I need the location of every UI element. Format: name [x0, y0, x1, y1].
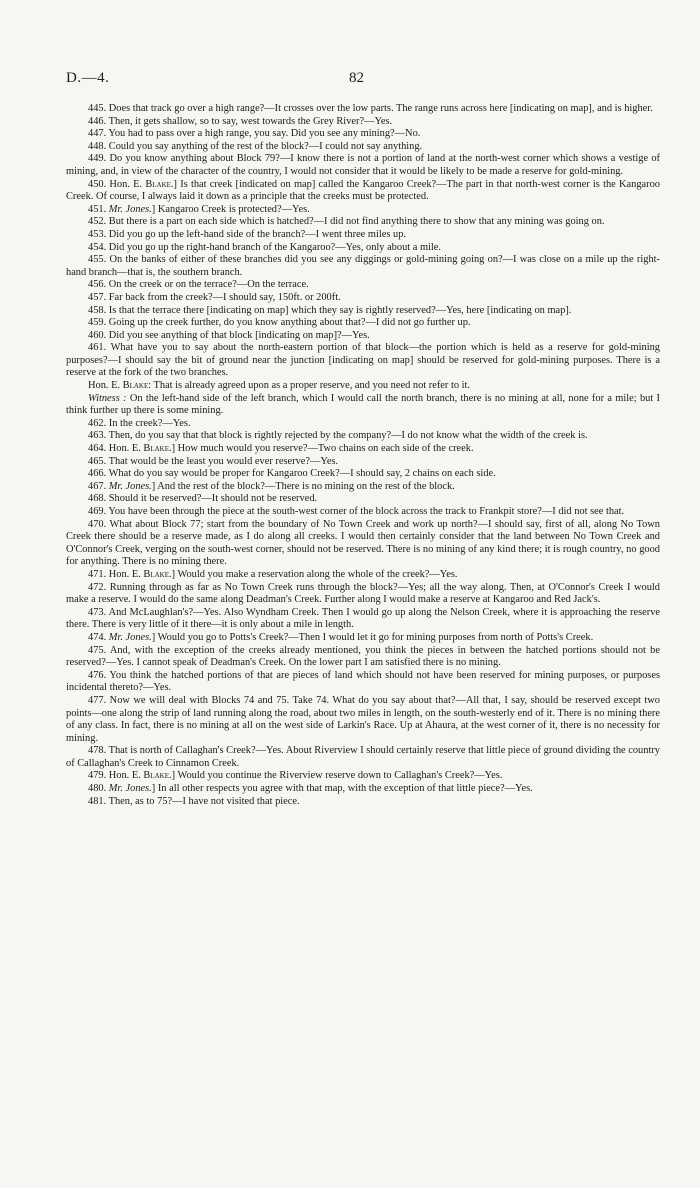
testimony-paragraph	[66, 330, 660, 343]
testimony-paragraph	[66, 128, 660, 141]
paragraph-text: ] Kangaroo Creek is protected?—Yes.	[151, 203, 310, 215]
paragraph-text: ] How much would you reserve?—Two chains on each side of the creek.	[171, 443, 474, 455]
question-number: 480.	[88, 783, 109, 795]
testimony-paragraph	[66, 745, 660, 770]
testimony-paragraph	[66, 116, 660, 129]
page-number: 82	[349, 70, 364, 86]
paragraph-text: 469. You have been through the piece at the south-west corner of the block across the track to Frankpit store?—I did not see that.	[88, 506, 625, 517]
paragraph-text: 453. Did you go up the left-hand side of the branch?—I went three miles up.	[88, 228, 406, 240]
paragraph-text: ] Is that creek [indicated on map] called the Kangaroo Creek?—The part in that north-west corner is the Kangaroo Creek. Of course, I always laid it down as a principle that the creeks must be protected.	[66, 178, 660, 203]
page-header	[66, 70, 660, 92]
testimony-paragraph	[66, 279, 660, 292]
testimony-paragraph	[66, 153, 660, 178]
paragraph-text: ] Would you go to Potts's Creek?—Then I would let it go for mining purposes from north of Potts's Creek.	[151, 631, 594, 643]
testimony-paragraph	[66, 569, 660, 582]
paragraph-text: 468. Should it be reserved?—It should not be reserved.	[88, 493, 318, 505]
document-reference: D.—4.	[66, 70, 110, 86]
paragraph-text: 475. And, with the exception of the creeks already mentioned, you think the pieces in between the hatched portions should not be reserved?—Yes. I cannot speak of Deadman's Creek. On the lower part I am satisfied there is no mining.	[66, 644, 660, 669]
speaker-name: E. Blake	[111, 380, 149, 392]
testimony-paragraph	[66, 242, 660, 255]
speaker-name: Mr. Jones.	[108, 203, 152, 215]
paragraph-text: 454. Did you go up the right-hand branch of the Kangaroo?—Yes, only about a mile.	[88, 241, 442, 253]
paragraph-text: 481. Then, as to 75?—I have not visited that piece.	[88, 795, 300, 807]
question-number: 467.	[88, 480, 109, 492]
speaker-name: E. Blake.	[131, 568, 172, 580]
paragraph-text: On the left-hand side of the left branch, which I would call the north branch, there is no mining at all, none for a mile; but I think further up there is some mining.	[66, 392, 661, 417]
testimony-paragraph	[66, 456, 660, 469]
speaker-name: Witness :	[88, 392, 127, 404]
testimony-paragraph	[66, 292, 660, 305]
paragraph-text: 477. Now we will deal with Blocks 74 and 75. Take 74. What do you say about that?—All that, I say, should be reserved except two points—one along the strip of land running along the road, about two miles in length, on the south-westerly end of it. There is no mining there of any class. In fact, there is no mining at all on the west side of Larkin's Race. Up at Ahaura, at the west corner of it, there is no necessity for mining.	[66, 694, 660, 744]
paragraph-text: 452. But there is a part on each side which is hatched?—I did not find anything there to show that any mining was going on.	[88, 216, 605, 228]
testimony-paragraph	[66, 141, 660, 154]
paragraph-text: 446. Then, it gets shallow, so to say, west towards the Grey River?—Yes.	[88, 115, 393, 127]
testimony-paragraph	[66, 783, 660, 796]
testimony-paragraph	[66, 229, 660, 242]
paragraph-text: ] Would you make a reservation along the whole of the creek?—Yes.	[171, 568, 458, 580]
paragraph-text: 473. And McLaughlan's?—Yes. Also Wyndham Creek. Then I would go up along the Nelson Creek, where it is approaching the reserve there. There is very little of it there—it is only about a mile in length.	[66, 606, 660, 631]
paragraph-text: 445. Does that track go over a high range?—It crosses over the low parts. The range runs across here [indicating on map], and is higher.	[88, 103, 653, 114]
question-number: 464. Hon.	[88, 443, 132, 455]
testimony-paragraph	[66, 670, 660, 695]
paragraph-text: 449. Do you know anything about Block 79?—I know there is not a portion of land at the north-west corner which shows a vestige of mining, and, in view of the character of the country, I would not consider that it would be likely to be made a reserve for gold-mining.	[66, 153, 660, 177]
testimony-paragraph	[66, 506, 660, 519]
testimony-paragraph	[66, 179, 660, 204]
paragraph-text: 461. What have you to say about the north-eastern portion of that block—the portion which is held as a reserve for gold-mining purposes?—I should say the bit of ground near the junction [indicating on map] should be reserved for gold-mining purposes. There is a reserve at the fork of the two branches.	[66, 342, 660, 379]
question-number: Hon.	[88, 380, 112, 392]
paragraph-text: 465. That would be the least you would ever reserve?—Yes.	[88, 455, 339, 467]
testimony-paragraph	[66, 254, 660, 279]
paragraph-text: 456. On the creek or on the terrace?—On the terrace.	[88, 279, 309, 291]
paragraph-text: 458. Is that the terrace there [indicating on map] which they say is rightly reserved?—Yes, here [indicating on map].	[88, 304, 572, 316]
testimony-paragraph	[66, 645, 660, 670]
paragraph-text: 463. Then, do you say that that block is rightly rejected by the company?—I do not know what the width of the creek is.	[88, 430, 588, 442]
paragraph-text: 470. What about Block 77; start from the boundary of No Town Creek and work up north?—I should say, first of all, along No Town Creek there should be a reserve made, as I do along all creeks. I would then certainly consider that the land between No Town Creek and O'Connor's Creek, verging on the south-west corner, should not be reserved. There is no mining of any kind there; it is rough country, no good for anything. There is no mining there.	[66, 518, 660, 568]
testimony-paragraph	[66, 481, 660, 494]
testimony-paragraph	[66, 796, 660, 809]
paragraph-text: ] And the rest of the block?—There is no mining on the rest of the block.	[151, 480, 455, 492]
paragraph-text: 457. Far back from the creek?—I should say, 150ft. or 200ft.	[88, 291, 341, 303]
paragraph-text: : That is already agreed upon as a proper reserve, and you need not refer to it.	[148, 380, 471, 392]
question-number: 479. Hon.	[88, 770, 132, 782]
speaker-name: E. Blake.	[131, 443, 172, 455]
paragraph-text: 455. On the banks of either of these branches did you see any diggings or gold-mining going on?—I was close on a mile up the right-hand branch—that is, the southern branch.	[66, 254, 660, 278]
speaker-name: E. Blake.	[131, 770, 172, 782]
paragraph-text: 459. Going up the creek further, do you know anything about that?—I did not go further up.	[88, 317, 471, 329]
speaker-name: E. Blake.	[133, 178, 174, 190]
testimony-paragraph	[66, 103, 660, 116]
testimony-paragraph	[66, 770, 660, 783]
paragraph-text: 460. Did you see anything of that block [indicating on map]?—Yes.	[88, 329, 370, 341]
testimony-paragraph	[66, 519, 660, 569]
testimony-paragraph	[66, 430, 660, 443]
testimony-paragraph	[66, 204, 660, 217]
testimony-paragraph	[66, 582, 660, 607]
paragraph-text: 476. You think the hatched portions of that are pieces of land which should not have been reserved for mining purposes, or purposes incidental thereto?—Yes.	[66, 669, 660, 694]
testimony-paragraph	[66, 695, 660, 745]
testimony-paragraph	[66, 380, 660, 393]
testimony-paragraph	[66, 393, 660, 418]
paragraph-text: 478. That is north of Callaghan's Creek?—Yes. About Riverview I should certainly reserve that little piece of ground dividing the country of Callaghan's Creek to Cinnamon Creek.	[66, 745, 660, 769]
speaker-name: Mr. Jones.	[108, 480, 152, 492]
question-number: 474.	[88, 631, 109, 643]
testimony-paragraph	[66, 607, 660, 632]
document-body	[66, 103, 660, 808]
paragraph-text: 462. In the creek?—Yes.	[88, 417, 191, 429]
paragraph-text: 466. What do you say would be proper for Kangaroo Creek?—I should say, 2 chains on each side.	[88, 468, 496, 480]
testimony-paragraph	[66, 216, 660, 229]
testimony-paragraph	[66, 632, 660, 645]
paragraph-text: 472. Running through as far as No Town Creek runs through the block?—Yes; all the way along. Then, at O'Connor's Creek I would make a reserve. I would do the same along Deadman's Creek. Further along I would make a reserve at Kangaroo and Red Jack's.	[66, 581, 660, 606]
question-number: 451.	[88, 203, 109, 215]
testimony-paragraph	[66, 418, 660, 431]
speaker-name: Mr. Jones.	[108, 783, 152, 795]
speaker-name: Mr. Jones.	[108, 631, 152, 643]
paragraph-text: ] Would you continue the Riverview reserve down to Callaghan's Creek?—Yes.	[171, 770, 503, 782]
testimony-paragraph	[66, 493, 660, 506]
testimony-paragraph	[66, 443, 660, 456]
testimony-paragraph	[66, 317, 660, 330]
testimony-paragraph	[66, 342, 660, 380]
testimony-paragraph	[66, 468, 660, 481]
testimony-paragraph	[66, 305, 660, 318]
paragraph-text: 448. Could you say anything of the rest of the block?—I could not say anything.	[88, 140, 423, 152]
paragraph-text: ] In all other respects you agree with that map, with the exception of that little piece?—Yes.	[151, 783, 533, 795]
paragraph-text: 447. You had to pass over a high range, you say. Did you see any mining?—No.	[88, 128, 421, 140]
question-number: 450. Hon.	[88, 178, 134, 190]
question-number: 471. Hon.	[88, 568, 132, 580]
